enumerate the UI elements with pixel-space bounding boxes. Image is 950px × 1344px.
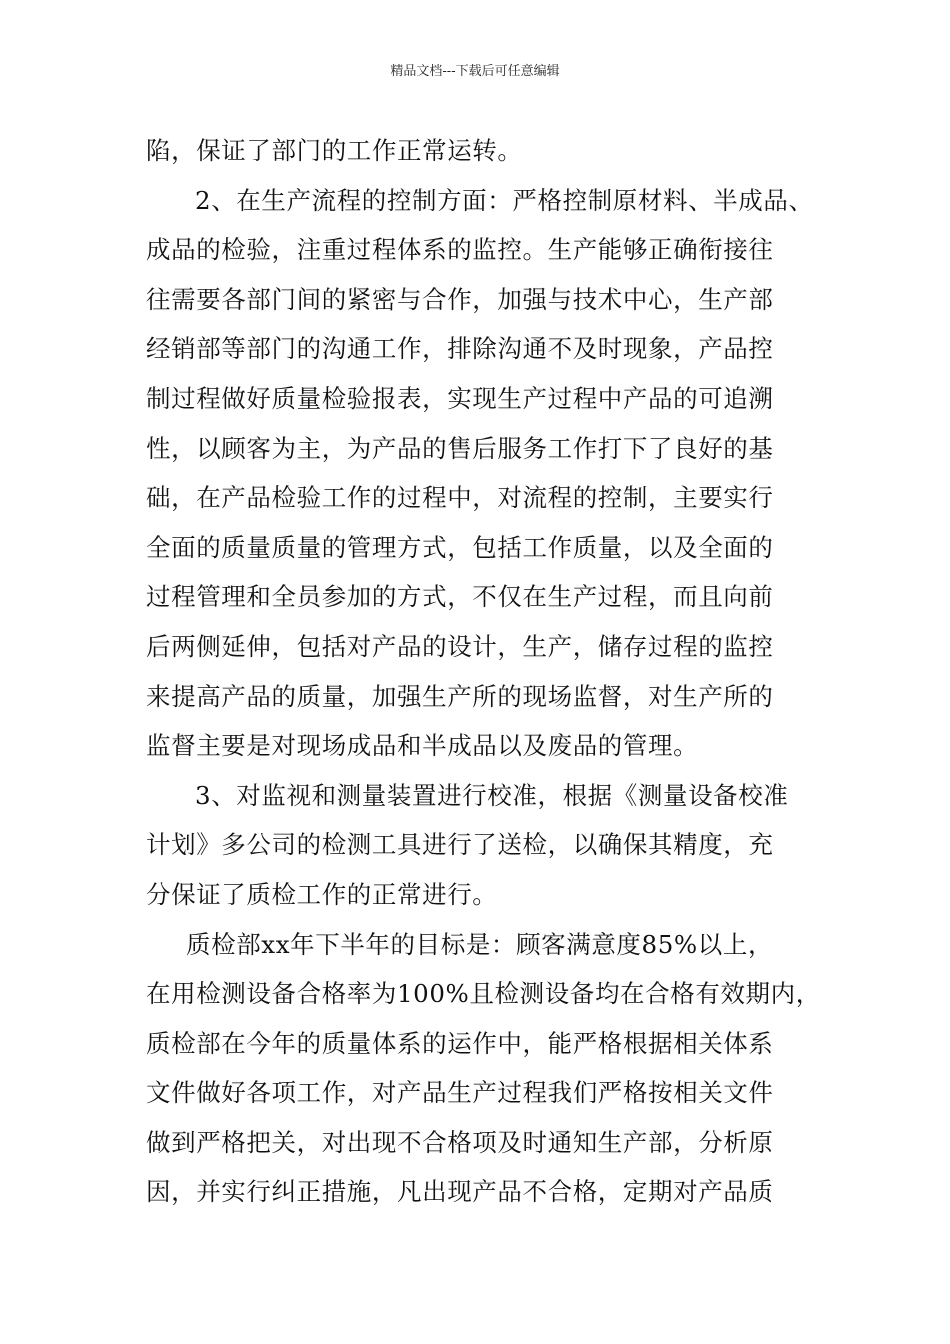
- text-line: 制过程做好质量检验报表，实现生产过程中产品的可追溯: [146, 383, 774, 413]
- text-line: 陷，保证了部门的工作正常运转。: [146, 136, 523, 165]
- text-line: 计划》多公司的检测工具进行了送检，以确保其精度，充: [146, 830, 774, 860]
- text-line: 文件做好各项工作，对产品生产过程我们严格按相关文件: [146, 1078, 774, 1108]
- text-line: 分保证了质检工作的正常进行。: [146, 879, 498, 909]
- text-line: 监督主要是对现场成品和半成品以及废品的管理。: [146, 731, 699, 761]
- text-line: 性，以顾客为主，为产品的售后服务工作打下了良好的基: [146, 433, 774, 463]
- text-line: 3、对监视和测量装置进行校准，根据《测量设备校准: [195, 780, 789, 810]
- text-line: 来提高产品的质量，加强生产所的现场监督，对生产所的: [146, 681, 774, 711]
- text-line: 往需要各部门间的紧密与合作，加强与技术中心，生产部: [146, 284, 774, 314]
- text-line: 经销部等部门的沟通工作，排除沟通不及时现象，产品控: [146, 334, 774, 364]
- text-line: 后两侧延伸，包括对产品的设计，生产，储存过程的监控: [146, 631, 774, 661]
- text-line: 础，在产品检验工作的过程中，对流程的控制，主要实行: [146, 483, 774, 513]
- text-line: 质检部xx年下半年的目标是：顾客满意度85%以上，: [186, 929, 774, 959]
- text-line: 因，并实行纠正措施，凡出现产品不合格，定期对产品质: [146, 1177, 774, 1207]
- text-line: 全面的质量质量的管理方式，包括工作质量，以及全面的: [146, 532, 774, 562]
- text-line: 质检部在今年的质量体系的运作中，能严格根据相关体系: [146, 1028, 774, 1058]
- text-line: 在用检测设备合格率为100%且检测设备均在合格有效期内，: [146, 979, 821, 1009]
- text-line: 成品的检验，注重过程体系的监控。生产能够正确衔接往: [146, 235, 774, 265]
- page-header: 精品文档---下载后可任意编辑: [390, 64, 560, 79]
- text-line: 过程管理和全员参加的方式，不仅在生产过程，而且向前: [146, 582, 774, 612]
- text-line: 做到严格把关，对出现不合格项及时通知生产部，分析原: [146, 1127, 774, 1157]
- text-line: 2、在生产流程的控制方面：严格控制原材料、半成品、: [195, 185, 814, 215]
- document-body: [146, 126, 826, 1217]
